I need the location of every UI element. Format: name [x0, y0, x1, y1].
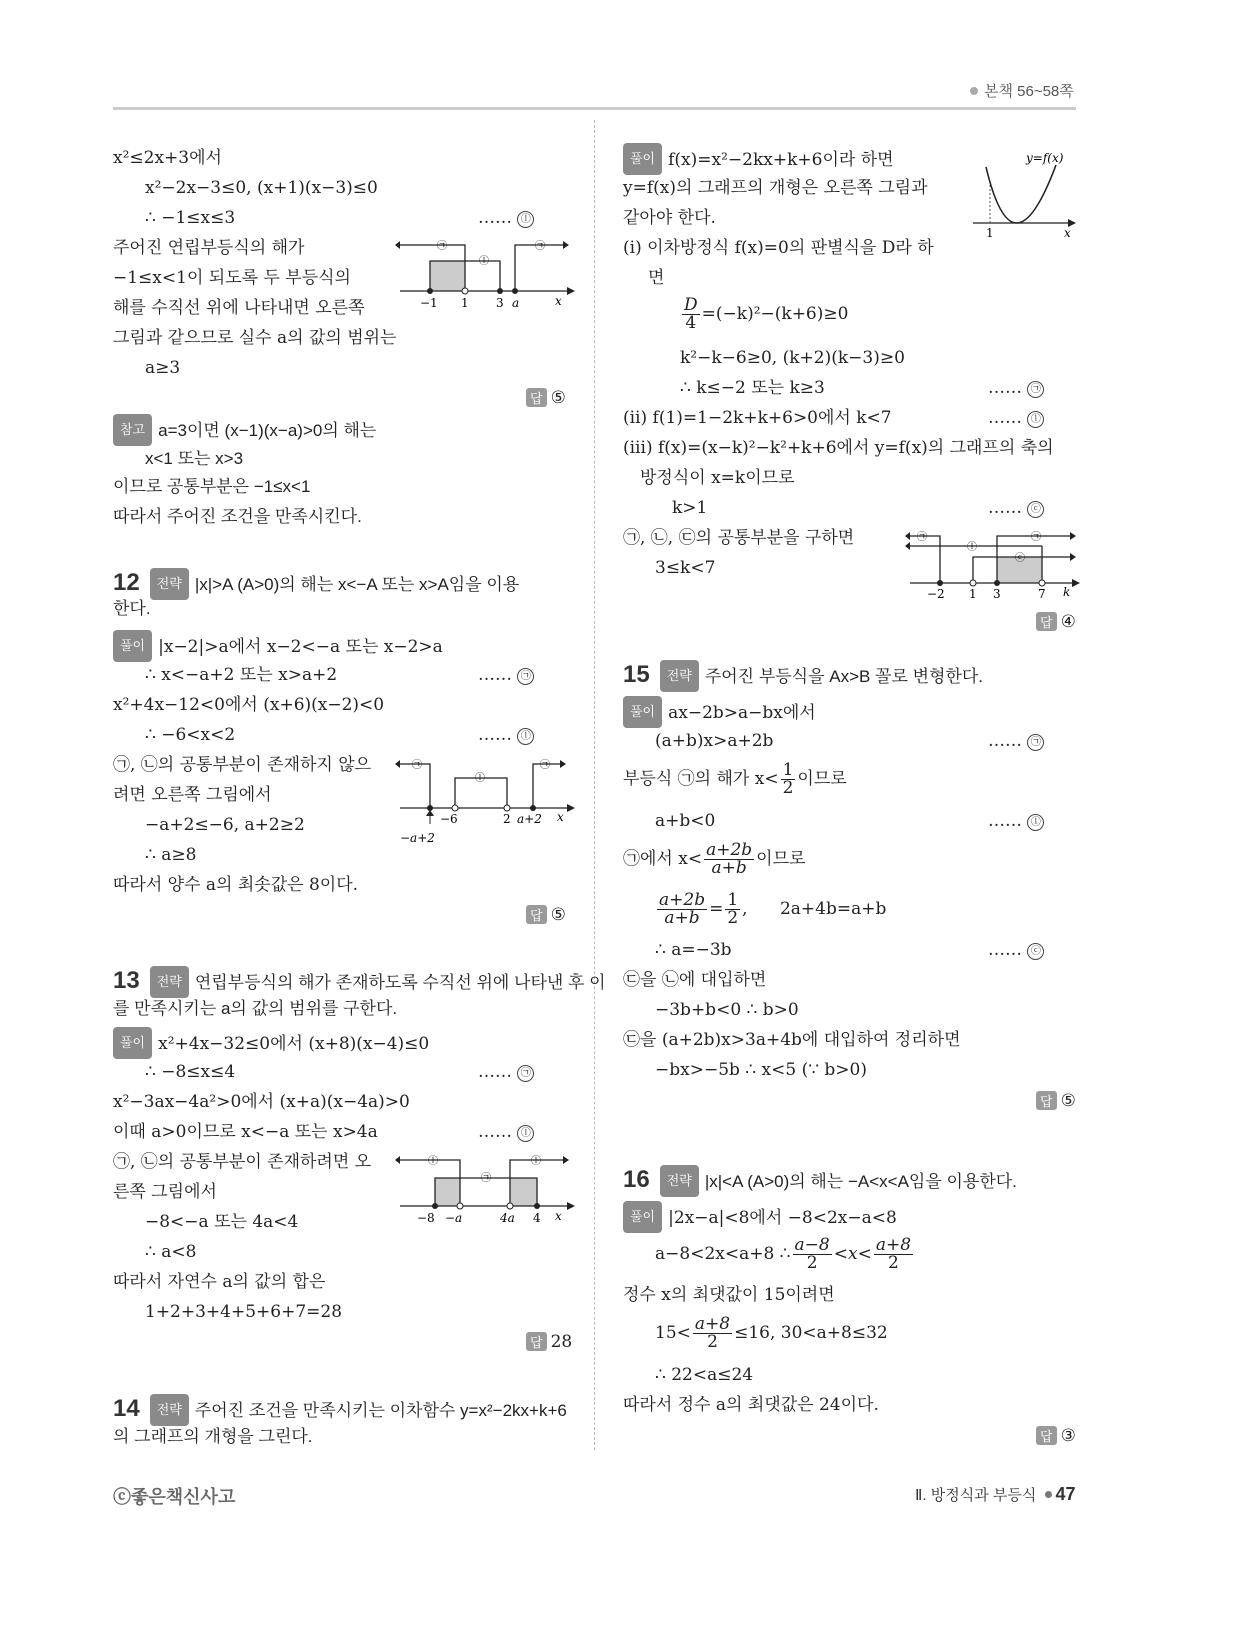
text-line: ∴ a<8	[145, 1242, 197, 1262]
ref-mark: …… ⓛ	[478, 203, 534, 233]
text-line: ㉠에서 x< $\frac{a+2b}{a+b}$ 이므로	[623, 840, 806, 878]
publisher-logo: ⓒ좋은책신사고	[113, 1487, 236, 1507]
text-line: ∴ k≤−2 또는 k≥3	[680, 378, 825, 398]
answer-12: 답 ⑤	[526, 905, 566, 925]
text-line: 따라서 양수 a의 최솟값은 8이다.	[113, 875, 359, 895]
nl3-label: x	[555, 1209, 562, 1223]
nl4-label: k	[1063, 585, 1071, 599]
problem-14-strategy: 14 전략 주어진 조건을 만족시키는 이차함수 y=x²−2kx+k+6	[113, 1394, 567, 1426]
number-line-1	[395, 233, 575, 313]
text-line: x²−2x−3≤0, (x+1)(x−3)≤0	[145, 178, 378, 198]
text-line: ∴ −6<x<2	[145, 725, 236, 745]
shaded-region	[510, 1178, 537, 1206]
text-line: ∴ a=−3b	[655, 940, 732, 960]
text-line: ㉠, ㉡의 공통부분이 존재하지 않으	[113, 755, 372, 775]
parabola-graph	[968, 145, 1080, 245]
text-line: ∴ −8≤x≤4	[145, 1062, 236, 1082]
nl1-label: −1	[420, 296, 438, 310]
chapter-title: Ⅱ. 방정식과 부등식 47	[915, 1484, 1076, 1504]
nl4-label: −2	[927, 587, 945, 601]
number-line-3	[395, 1148, 575, 1228]
text-line: −a+2≤−6, a+2≥2	[145, 815, 305, 835]
text-line: 풀이 ax−2b>a−bx에서	[623, 696, 816, 728]
text-line: ∴ −1≤x≤3	[145, 208, 236, 228]
text-line: −8<−a 또는 4a<4	[145, 1212, 299, 1232]
text-line: 풀이 |x−2|>a에서 x−2<−a 또는 x−2>a	[113, 630, 443, 662]
problem-16-strategy: 16 전략 |x|<A (A>0)의 해는 −A<x<A임을 이용한다.	[623, 1165, 1017, 1197]
ref-mark: …… ⓛ	[988, 806, 1044, 836]
nl2-label: x	[557, 810, 564, 824]
graph-label: y=f(x)	[1026, 151, 1064, 165]
text-line: 를 만족시키는 a의 값의 범위를 구한다.	[113, 999, 398, 1018]
text-line: 15< $\frac{a+8}{2}$ ≤16, 30<a+8≤32	[655, 1314, 888, 1352]
answer-15: 답 ⑤	[1036, 1091, 1076, 1111]
ref-mark: …… ⓒ	[988, 493, 1044, 523]
problem-12-strategy: 12 전략 |x|>A (A>0)의 해는 x<−A 또는 x>A임을 이용	[113, 568, 519, 600]
text-line: 른쪽 그림에서	[113, 1182, 217, 1202]
text-line: 1+2+3+4+5+6+7=28	[145, 1302, 343, 1322]
nl4-label: 1	[969, 587, 977, 601]
page-number: 47	[1055, 1484, 1076, 1504]
text-line: 해를 수직선 위에 나타내면 오른쪽	[113, 298, 365, 318]
nl2-label: a+2	[517, 812, 542, 826]
text-line: −3b+b<0 ∴ b>0	[655, 1000, 799, 1020]
nl4-mark: ㉠	[1031, 532, 1041, 543]
nl2-label: −6	[440, 812, 458, 826]
text-line: a+b<0	[655, 811, 716, 831]
nl3-label: 4	[533, 1211, 541, 1225]
nl1-label: 3	[496, 296, 504, 310]
text-line: 풀이 f(x)=x²−2kx+k+6이라 하면	[623, 143, 894, 175]
nl2-label: −a+2	[400, 831, 435, 845]
nl2-label: 2	[503, 812, 511, 826]
answer-16: 답 ③	[1036, 1426, 1076, 1446]
text-line: ㉢을 ㉡에 대입하면	[623, 970, 767, 990]
nl1-mark: ㉠	[437, 241, 447, 252]
nl3-mark: ⓛ	[428, 1156, 438, 1167]
header-rule	[113, 107, 1076, 110]
nl3-mark: ㉠	[481, 1173, 491, 1184]
nl2-mark: ⓛ	[475, 773, 485, 784]
note-line: 따라서 주어진 조건을 만족시킨다.	[113, 507, 362, 526]
nl1-mark: ㉠	[535, 241, 545, 252]
note-line: 이므로 공통부분은 −1≤x<1	[113, 477, 311, 496]
nl4-mark: ⓒ	[1015, 553, 1025, 564]
text-line: 따라서 정수 a의 최댓값은 24이다.	[623, 1395, 879, 1415]
problem-13-strategy: 13 전략 연립부등식의 해가 존재하도록 수직선 위에 나타낸 후 이	[113, 966, 606, 998]
text-line: ㉢을 (a+2b)x>3a+4b에 대입하여 정리하면	[623, 1030, 961, 1050]
nl3-label: 4a	[500, 1211, 515, 1225]
nl3-label: −a	[445, 1211, 463, 1225]
note-line: x<1 또는 x>3	[145, 449, 244, 468]
nl4-mark: ㉠	[917, 532, 927, 543]
bullet-icon	[1045, 1491, 1052, 1498]
text-line: (ⅱ) f(1)=1−2k+k+6>0에서 k<7	[623, 408, 892, 428]
text-line: ∴ a≥8	[145, 845, 197, 865]
answer-13: 답 28	[526, 1332, 572, 1352]
nl4-mark: ⓛ	[967, 542, 977, 553]
text-line: 따라서 자연수 a의 값의 합은	[113, 1272, 326, 1292]
nl1-label: a	[512, 296, 520, 310]
text-line: (ⅲ) f(x)=(x−k)²−k²+k+6에서 y=f(x)의 그래프의 축의	[623, 438, 1054, 458]
text-line: k²−k−6≥0, (k+2)(k−3)≥0	[680, 348, 905, 368]
ref-mark: …… ⓒ	[988, 935, 1044, 965]
shaded-region	[430, 261, 465, 291]
ref-mark: …… ⓛ	[478, 720, 534, 750]
text-line: 정수 x의 최댓값이 15이려면	[623, 1285, 835, 1305]
ref-mark: …… ㉠	[478, 660, 534, 690]
text-line: 방정식이 x=k이므로	[640, 468, 795, 488]
nl2-mark: ㉠	[412, 760, 422, 771]
nl3-label: −8	[417, 1211, 435, 1225]
nl3-mark: ⓛ	[531, 1156, 541, 1167]
text-line: x²+4x−12<0에서 (x+6)(x−2)<0	[113, 695, 385, 715]
text-line: −1≤x<1이 되도록 두 부등식의	[113, 268, 351, 288]
column-divider	[594, 120, 595, 1450]
text-line: 려면 오른쪽 그림에서	[113, 785, 272, 805]
answer-14: 답 ④	[1036, 612, 1076, 632]
text-line: 풀이 |2x−a|<8에서 −8<2x−a<8	[623, 1201, 897, 1233]
graph-axis: x	[1064, 226, 1071, 240]
text-line: (ⅰ) 이차방정식 f(x)=0의 판별식을 D라 하	[623, 238, 934, 258]
text-line: a≥3	[145, 358, 181, 378]
shaded-region	[435, 1178, 460, 1206]
text-line: ㉠, ㉡, ㉢의 공통부분을 구하면	[623, 528, 855, 548]
text-line: ∴ x<−a+2 또는 x>a+2	[145, 665, 338, 685]
text-line: (a+b)x>a+2b	[655, 731, 774, 751]
nl1-mark: ⓛ	[479, 256, 489, 267]
text-line: ㉠, ㉡의 공통부분이 존재하려면 오	[113, 1152, 372, 1172]
nl4-label: 7	[1038, 587, 1046, 601]
ref-mark: …… ⓛ	[988, 403, 1044, 433]
text-line: 면	[648, 268, 665, 288]
text-line: 주어진 연립부등식의 해가	[113, 238, 305, 258]
nl1-label: 1	[461, 296, 469, 310]
text-line: x²≤2x+3에서	[113, 148, 222, 168]
text-line: ∴ 22<a≤24	[655, 1365, 754, 1385]
number-line-4	[905, 524, 1080, 604]
note-line: 참고 a=3이면 (x−1)(x−a)>0의 해는	[113, 414, 376, 446]
answer-11: 답 ⑤	[526, 388, 566, 408]
text-line: $\frac{a+2b}{a+b}$ = $\frac{1}{2}$ , 2a+4b=a+b	[659, 890, 887, 928]
nl1-label: x	[555, 294, 562, 308]
text-line: −bx>−5b ∴ x<5 (∵ b>0)	[655, 1060, 868, 1080]
ref-mark: …… ㉠	[988, 726, 1044, 756]
number-line-2	[395, 752, 575, 852]
text-line: k>1	[672, 498, 708, 518]
text-line: y=f(x)의 그래프의 개형은 오른쪽 그림과	[623, 178, 928, 198]
ref-mark: …… ⓛ	[478, 1117, 534, 1147]
page-range: 본책 56~58쪽	[970, 80, 1074, 101]
text-line: 부등식 ㉠의 해가 x< $\frac{1}{2}$ 이므로	[623, 760, 847, 798]
text-line: 그림과 같으므로 실수 a의 값의 범위는	[113, 328, 397, 348]
problem-15-strategy: 15 전략 주어진 부등식을 Ax>B 꼴로 변형한다.	[623, 660, 983, 692]
ref-mark: …… ㉠	[988, 373, 1044, 403]
text-line: 3≤k<7	[655, 558, 716, 578]
text-line: $\frac{D}{4}$ =(−k)²−(k+6)≥0	[684, 295, 849, 333]
text-line: 한다.	[113, 599, 151, 618]
nl4-label: 3	[993, 587, 1001, 601]
text-line: 의 그래프의 개형을 그린다.	[113, 1427, 313, 1446]
graph-tick: 1	[986, 226, 994, 240]
text-line: 같아야 한다.	[623, 208, 716, 228]
text-line: x²−3ax−4a²>0에서 (x+a)(x−4a)>0	[113, 1092, 410, 1112]
text-line: 풀이 x²+4x−32≤0에서 (x+8)(x−4)≤0	[113, 1027, 429, 1059]
ref-mark: …… ㉠	[478, 1057, 534, 1087]
bullet-icon	[970, 87, 978, 95]
text-line: a−8<2x<a+8 ∴ $\frac{a-8}{2}$ <x< $\frac{a+8}{2}$	[655, 1235, 912, 1273]
nl2-mark: ㉠	[540, 760, 550, 771]
text-line: 이때 a>0이므로 x<−a 또는 x>4a	[113, 1122, 378, 1142]
